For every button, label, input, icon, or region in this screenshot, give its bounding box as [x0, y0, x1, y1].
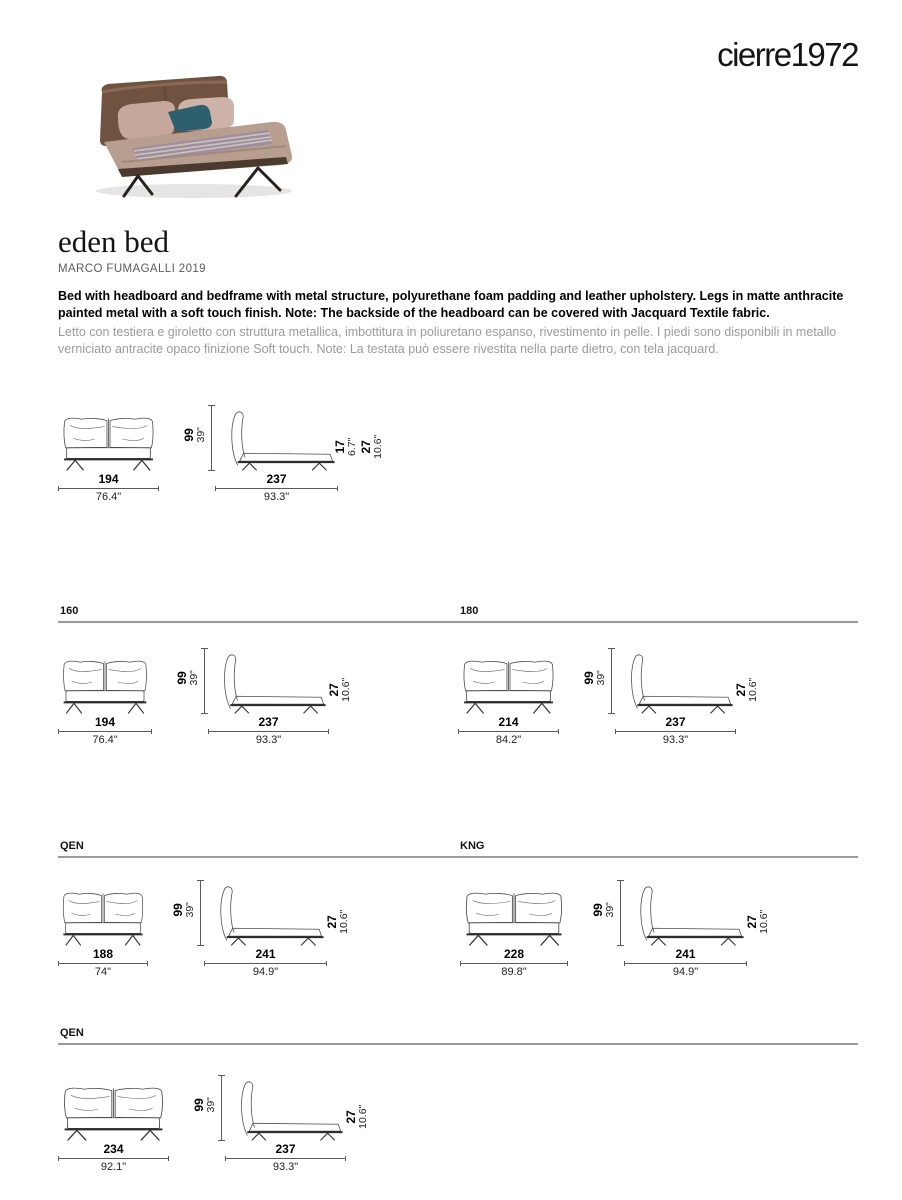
side-view-figure	[591, 880, 784, 978]
width-dimension: 228 89.8"	[460, 948, 568, 978]
front-view-figure	[458, 656, 559, 746]
size-label-qen: QEN	[60, 840, 84, 852]
dimension-drawing-160	[58, 648, 366, 746]
front-view-figure	[58, 413, 159, 503]
dimension-line	[204, 963, 327, 964]
width-dimension: 234 92.1"	[58, 1143, 169, 1173]
leg-height-dimension: 27 10.6"	[734, 677, 759, 702]
bed-side-drawing	[615, 652, 736, 714]
size-label-qen2: QEN	[60, 1027, 84, 1039]
dimension-line	[460, 963, 568, 964]
height-dimension: 99 39"	[175, 670, 200, 686]
dimension-line	[215, 488, 338, 489]
description-english: Bed with headboard and bedframe with metal structure, polyurethane foam padding and leather upholstery. Legs in matte anthracite painted metal with a soft touch finish. Note: The backside of the headboard can be covered with Jacquard Textile fabric.	[58, 289, 844, 320]
width-dimension	[58, 473, 159, 503]
size-section-header-qen2	[58, 1027, 858, 1049]
side-view-figure	[182, 405, 399, 503]
front-view-figure	[460, 888, 568, 978]
bed-front-drawing	[58, 1083, 169, 1141]
dimension-line	[225, 1158, 346, 1159]
bed-front-drawing	[458, 656, 559, 714]
bed-photo-illustration	[72, 70, 312, 205]
description-italian: Letto con testiera e giroletto con struttura metallica, imbottitura in poliuretano espanso, rivestimento in pelle. I piedi sono disponibili in metallo verniciato antracite opaco finizione Soft touch. Note: La testata può essere rivestita nella parte dietro, con tela jacquard.	[58, 325, 837, 356]
height-dimension: 99 39"	[192, 1097, 217, 1113]
size-label-180: 180	[460, 605, 479, 617]
bed-side-drawing	[208, 652, 329, 714]
side-view-figure	[582, 648, 773, 746]
width-inch: 76.4"	[95, 490, 122, 503]
section-divider	[58, 1043, 858, 1045]
dimension-drawing-qen	[58, 880, 364, 978]
section-divider	[58, 621, 858, 623]
length-dimension: 237 93.3"	[615, 716, 736, 746]
width-cm: 194	[98, 472, 119, 486]
brand-logo: cierre1972	[717, 36, 858, 73]
leg-height-dimension: 27 10.6"	[745, 909, 770, 934]
bed-side-drawing	[215, 409, 338, 471]
length-dimension: 237 93.3"	[225, 1143, 346, 1173]
side-view-figure	[192, 1075, 383, 1173]
dimension-line	[58, 963, 148, 964]
section-divider	[58, 856, 858, 858]
leg-height-dimension: 27 10.6"	[344, 1104, 369, 1129]
height-dimension-line	[204, 648, 205, 714]
dimension-line	[58, 1158, 169, 1159]
height-dimension-line	[221, 1075, 222, 1141]
height-dimension-line	[620, 880, 621, 946]
bed-front-drawing	[58, 413, 159, 471]
height-dimension: 99 39"	[182, 427, 207, 443]
width-dimension: 194 76.4"	[58, 716, 152, 746]
height-dimension-line	[611, 648, 612, 714]
dimension-line	[208, 731, 329, 732]
height-dimension: 99 39"	[582, 670, 607, 686]
size-label-160: 160	[60, 605, 79, 617]
front-view-figure	[58, 656, 152, 746]
side-view-figure	[175, 648, 366, 746]
dimension-line	[58, 731, 152, 732]
length-dimension: 241 94.9"	[204, 948, 327, 978]
side-view-figure	[171, 880, 364, 978]
bed-side-drawing	[225, 1079, 346, 1141]
bed-front-drawing	[58, 888, 148, 946]
bed-side-drawing	[624, 884, 747, 946]
dimension-line	[458, 731, 559, 732]
size-section-header-qen-kng	[58, 840, 858, 862]
dimension-line	[624, 963, 747, 964]
bed-front-drawing	[58, 656, 152, 714]
frame-thickness-dimension: 17 6.7"	[333, 437, 358, 456]
leg-height-dimension: 27 10.6"	[359, 434, 384, 459]
size-section-header-160-180	[58, 605, 858, 627]
length-dimension: 237 93.3"	[215, 473, 338, 503]
product-title: eden bed	[58, 224, 170, 259]
front-view-figure	[58, 888, 148, 978]
designer-credit: MARCO FUMAGALLI 2019	[58, 263, 206, 275]
length-dimension: 237 93.3"	[208, 716, 329, 746]
height-dimension-line	[211, 405, 212, 471]
product-photo	[72, 70, 312, 205]
height-dimension: 99 39"	[171, 902, 196, 918]
dimension-drawing-180	[458, 648, 773, 746]
leg-height-dimension: 27 10.6"	[325, 909, 350, 934]
height-dimension-line	[200, 880, 201, 946]
leg-height-dimension: 27 10.6"	[327, 677, 352, 702]
dimension-drawing-qen2	[58, 1075, 383, 1173]
height-dimension: 99 39"	[591, 902, 616, 918]
front-view-figure	[58, 1083, 169, 1173]
dimension-drawing-kng	[460, 880, 784, 978]
size-label-kng: KNG	[460, 840, 485, 852]
bed-side-drawing	[204, 884, 327, 946]
width-dimension: 188 74"	[58, 948, 148, 978]
length-dimension: 241 94.9"	[624, 948, 747, 978]
width-dimension: 214 84.2"	[458, 716, 559, 746]
dimension-line	[615, 731, 736, 732]
dimension-line	[58, 488, 159, 489]
dimension-drawing-default	[58, 405, 399, 503]
bed-front-drawing	[460, 888, 568, 946]
